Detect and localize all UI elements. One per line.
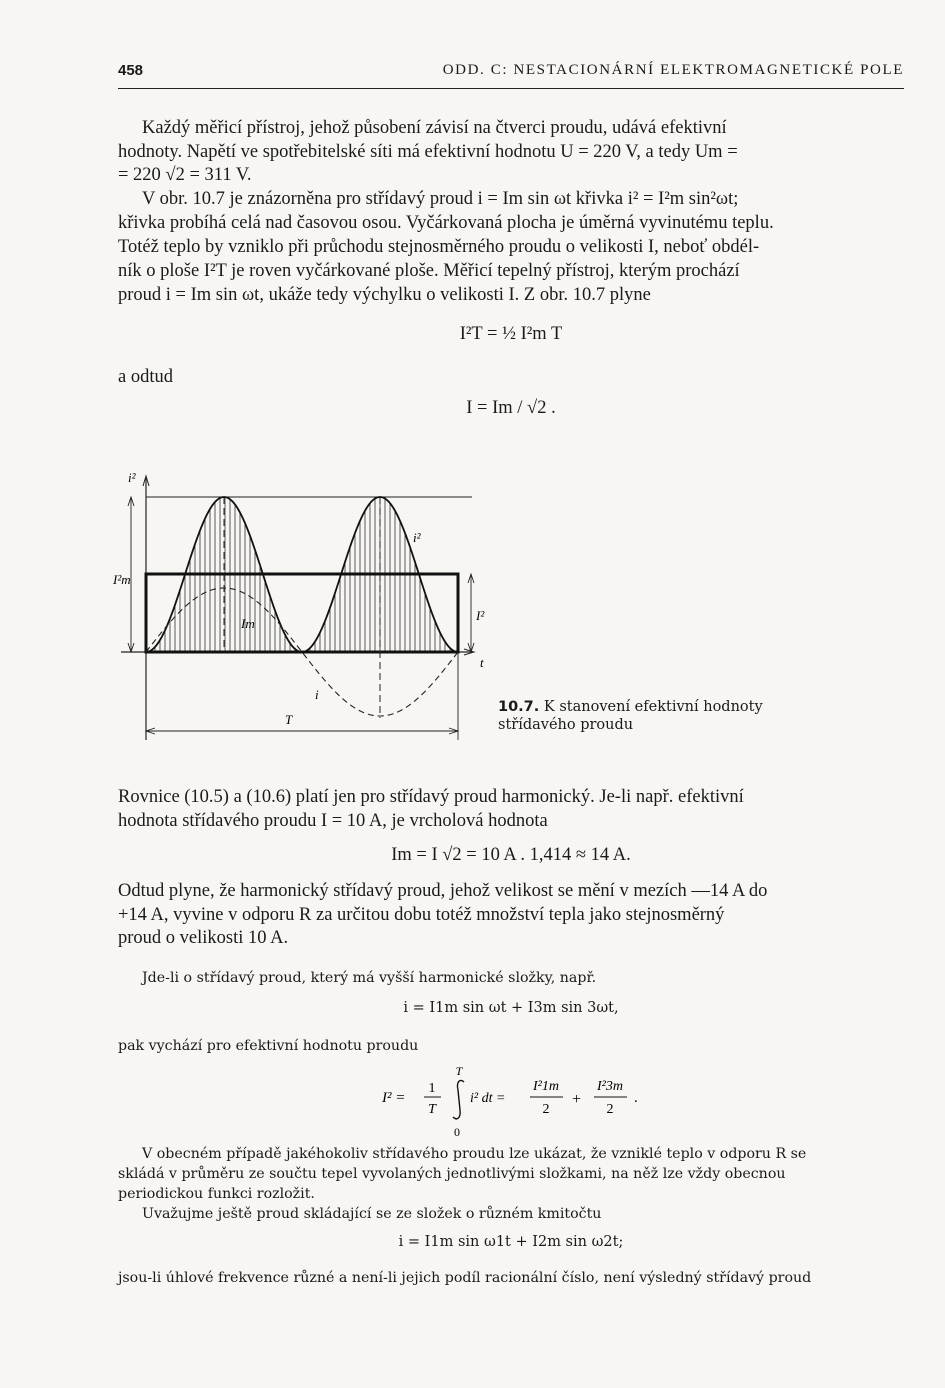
eq5-plus: + [572, 1091, 582, 1108]
label-t: t [480, 655, 484, 670]
paragraph-3-line-2: hodnota střídavého proudu I = 10 A, je vrcholová hodnota [118, 811, 548, 831]
running-header [118, 62, 904, 86]
eq5-frac-num: 1 [428, 1081, 436, 1096]
equation-5 [370, 1060, 670, 1140]
eq5-frac-den: T [428, 1102, 436, 1117]
equation-3: Im = I √2 = 10 A . 1,414 ≈ 14 A. [391, 845, 631, 865]
rectangle-i2t [146, 574, 458, 652]
caption-line-1: K stanovení efektivní hodnoty [543, 699, 763, 715]
eq5-int-bottom: 0 [454, 1125, 460, 1139]
small-paragraph-3-line-3: periodickou funkci rozložit. [118, 1186, 315, 1202]
small-paragraph-4: Uvažujme ještě proud skládající se ze složek o různém kmitočtu [142, 1206, 602, 1222]
integral-sign [453, 1080, 464, 1118]
figure-caption [498, 698, 798, 734]
caption-number: 10.7. [498, 699, 540, 715]
label-i2-curve: i² [413, 530, 421, 545]
paragraph-2-line-2: křivka probíhá celá nad časovou osou. Vyčárkovaná plocha je úměrná vyvinutému teplu. [118, 213, 774, 233]
paragraph-2-line-4: ník o ploše I²T je roven vyčárkované ploše. Měřicí tepelný přístroj, kterým prochází [118, 261, 740, 281]
small-paragraph-2: pak vychází pro efektivní hodnotu proudu [118, 1038, 419, 1054]
label-i2-axis: i² [128, 470, 136, 485]
eq5-term1-num: I²1m [533, 1079, 559, 1094]
label-T: T [285, 712, 293, 727]
small-paragraph-3-line-1: V obecném případě jakéhokoliv střídavého proudu lze ukázat, že vzniklé teplo v odporu R se [142, 1146, 807, 1162]
small-paragraph-5: jsou-li úhlové frekvence různé a není-li jejich podíl racionální číslo, není výsledný střídavý proud [118, 1270, 812, 1286]
label-im: Im [241, 616, 255, 631]
paragraph-1-line-1: Každý měřicí přístroj, jehož působení závisí na čtverci proudu, udává efektivní [142, 118, 727, 138]
eq5-term2-num: I²3m [597, 1079, 623, 1094]
equation-6: i = I1m sin ω1t + I2m sin ω2t; [398, 1234, 624, 1250]
paragraph-1-line-3: = 220 √2 = 311 V. [118, 165, 252, 185]
paragraph-1-line-2: hodnoty. Napětí ve spotřebitelské síti má efektivní hodnotu U = 220 V, a tedy Um = [118, 142, 738, 162]
paragraph-4-line-3: proud o velikosti 10 A. [118, 928, 289, 948]
page-number: 458 [118, 62, 144, 79]
header-rule [118, 88, 904, 89]
section-title: ODD. C: NESTACIONÁRNÍ ELEKTROMAGNETICKÉ POLE [442, 62, 904, 78]
eq5-integrand: i² dt = [470, 1091, 506, 1106]
eq5-term1-den: 2 [542, 1102, 550, 1117]
a-odtud-text: a odtud [118, 367, 173, 387]
eq5-int-top: T [455, 1064, 463, 1078]
paragraph-4-line-1: Odtud plyne, že harmonický střídavý proud, jehož velikost se mění v mezích —14 A do [118, 881, 768, 901]
eq5-term2-den: 2 [606, 1102, 614, 1117]
paragraph-2-line-5: proud i = Im sin ωt, ukáže tedy výchylku o velikosti I. Z obr. 10.7 plyne [118, 285, 651, 305]
equation-4: i = I1m sin ωt + I3m sin 3ωt, [403, 1000, 619, 1016]
label-im2: I²m [113, 572, 131, 587]
paragraph-2-line-3: Totéž teplo by vzniklo při průchodu stejnosměrného proudu o velikosti I, neboť obdél- [118, 237, 760, 257]
small-paragraph-3-line-2: skládá v průměru ze součtu tepel vyvolaných jednotlivými složkami, na něž lze vždy obecnou [118, 1166, 786, 1182]
paragraph-4-line-2: +14 A, vyvine v odporu R za určitou dobu totéž množství tepla jako stejnosměrný [118, 905, 725, 925]
eq5-end: . [634, 1090, 638, 1106]
paragraph-2-line-1: V obr. 10.7 je znázorněna pro střídavý proud i = Im sin ωt křivka i² = I²m sin²ωt; [142, 189, 739, 209]
hatched-area [150, 490, 455, 652]
small-paragraph-1: Jde-li o střídavý proud, který má vyšší harmonické složky, např. [142, 970, 597, 986]
label-i: i [315, 687, 319, 702]
paragraph-3-line-1: Rovnice (10.5) a (10.6) platí jen pro střídavý proud harmonický. Je-li např. efektivní [118, 787, 744, 807]
figure-10-7 [110, 462, 490, 752]
caption-line-2: střídavého proudu [498, 717, 634, 733]
equation-2: I = Im / √2 . [466, 398, 556, 418]
label-i2: I² [476, 608, 485, 623]
equation-1: I²T = ½ I²m T [459, 324, 563, 344]
eq5-lhs: I² = [382, 1090, 406, 1106]
